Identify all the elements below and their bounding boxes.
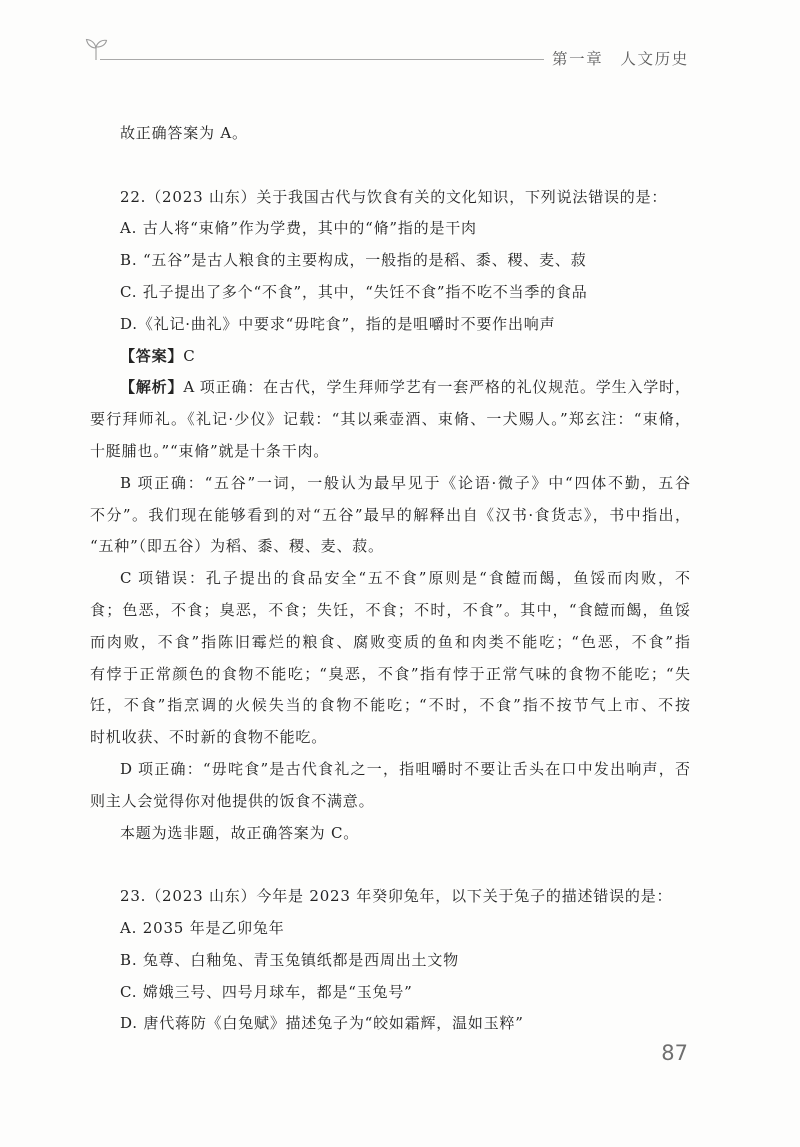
question-23-stem: 23.（2023 山东）今年是 2023 年癸卯兔年，以下关于兔子的描述错误的是： — [120, 887, 673, 906]
analysis-c-line: 而肉败，不食”指陈旧霉烂的粮食、腐败变质的鱼和肉类不能吃；“色恶，不食”指 — [90, 632, 690, 651]
previous-answer-conclusion: 故正确答案为 A。 — [120, 124, 248, 142]
paragraph-gap — [90, 849, 690, 881]
question-22-option-c: C. 孔子提出了多个“不食”，其中，“失饪不食”指不吃不当季的食品 — [120, 282, 588, 301]
analysis-label: 【解析】 — [120, 378, 184, 397]
sprout-icon — [82, 35, 110, 61]
analysis-d-line: 则主人会觉得你对他提供的饭食不满意。 — [90, 791, 375, 810]
analysis-a-line: 要行拜师礼。《礼记·少仪》记载：“其以乘壶酒、束脩、一犬赐人。”郑玄注：“束脩， — [90, 410, 690, 429]
question-23-option-a: A. 2035 年是乙卯兔年 — [120, 918, 285, 937]
paragraph-gap — [90, 150, 690, 182]
question-23-option-c: C. 嫦娥三号、四号月球车，都是“玉兔号” — [120, 982, 413, 1001]
analysis-c-line: 时机收获、不时新的食物不能吃。 — [90, 728, 328, 747]
analysis-c-line: 食；色恶，不食；臭恶，不食；失饪，不食；不时，不食”。其中，“食饐而餲，鱼馁 — [90, 600, 690, 619]
analysis-d-line: D 项正确：“毋咤食”是古代食礼之一，指咀嚼时不要让舌头在口中发出响声，否 — [120, 759, 690, 778]
question-23-option-d: D. 唐代蒋防《白兔赋》描述兔子为“皎如霜辉，温如玉粹” — [120, 1014, 524, 1033]
question-22-option-d: D.《礼记·曲礼》中要求“毋咤食”，指的是咀嚼时不要作出响声 — [120, 314, 556, 333]
analysis-c-line: C 项错误：孔子提出的食品安全“五不食”原则是“食饐而餲，鱼馁而肉败，不 — [120, 569, 690, 588]
analysis-a-line: 十脡脯也。”“束脩”就是十条干肉。 — [90, 441, 330, 460]
analysis-c-line: 饪，不食”指烹调的火候失当的食物不能吃；“不时，不食”指不按节气上市、不按 — [90, 696, 690, 715]
analysis-a-text: A 项正确：在古代，学生拜师学艺有一套严格的礼仪规范。学生入学时， — [183, 378, 690, 397]
header-rule — [100, 59, 544, 60]
analysis-a-line — [90, 372, 690, 404]
question-23-option-b: B. 兔尊、白釉兔、青玉兔镇纸都是西周出土文物 — [120, 950, 459, 969]
analysis-b-line: “五种”（即五谷）为稻、黍、稷、麦、菽。 — [90, 537, 384, 556]
analysis-b-line: 不分”。我们现在能够看到的对“五谷”最早的解释出自《汉书·食货志》，书中指出， — [90, 505, 690, 524]
chapter-title: 第一章 人文历史 — [552, 50, 689, 68]
answer-label: 【答案】 — [120, 346, 184, 365]
analysis-c-line: 有悖于正常颜色的食物不能吃；“臭恶，不食”指有悖于正常气味的食物不能吃；“失 — [90, 664, 690, 683]
question-22-answer — [90, 341, 690, 373]
question-22-option-a: A. 古人将“束脩”作为学费，其中的“脩”指的是干肉 — [120, 219, 477, 238]
answer-value: C — [183, 346, 196, 365]
question-22-option-b: B. “五谷”是古人粮食的主要构成，一般指的是稻、黍、稷、麦、菽 — [120, 251, 587, 270]
body-text — [90, 118, 690, 1040]
question-22-stem: 22.（2023 山东）关于我国古代与饮食有关的文化知识，下列说法错误的是： — [120, 187, 668, 206]
analysis-b-line: B 项正确：“五谷”一词，一般认为最早见于《论语·微子》中“四体不勤，五谷 — [120, 473, 690, 492]
question-22-conclusion: 本题为选非题，故正确答案为 C。 — [120, 823, 360, 842]
page-number: 87 — [661, 1041, 688, 1065]
